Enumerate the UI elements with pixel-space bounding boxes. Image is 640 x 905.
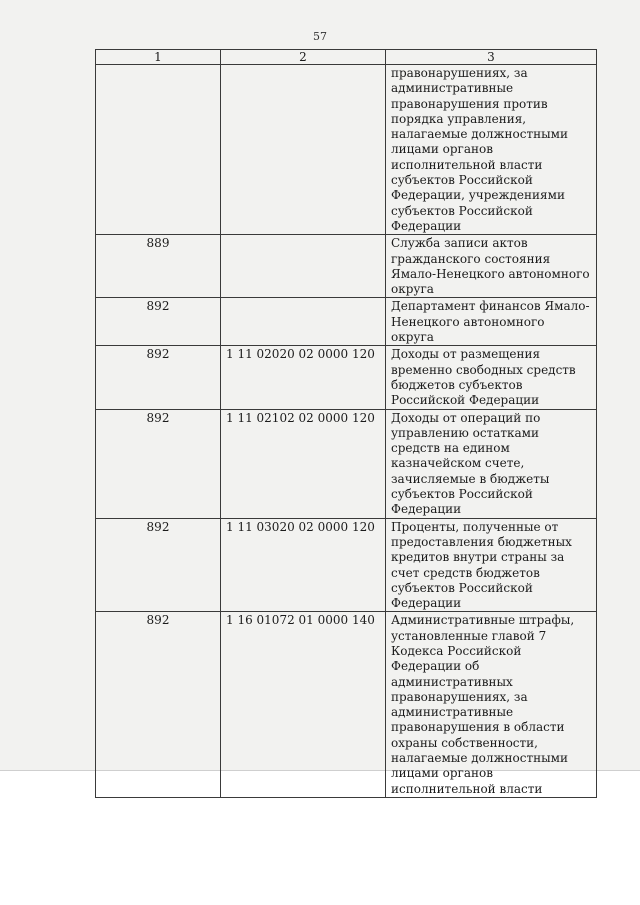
admin-code-cell: 892 — [96, 346, 221, 409]
table-header-row — [96, 50, 597, 65]
income-code-cell: 1 11 02102 02 0000 120 — [221, 409, 386, 518]
name-cell: Доходы от размещения временно свободных средств бюджетов субъектов Российской Федерации — [386, 346, 597, 409]
name-cell: правонарушениях, за административные правонарушения против порядка управления, налагаемые должностными лицами органов исполнительной власти субъектов Российской Федерации, учреждениями субъектов Российской Федерации — [386, 65, 597, 235]
header-col-1: 1 — [96, 50, 221, 65]
header-col-3: 3 — [386, 50, 597, 65]
admin-code-cell — [96, 65, 221, 235]
name-cell: Служба записи актов гражданского состояния Ямало-Ненецкого автономного округа — [386, 235, 597, 298]
table-row — [96, 518, 597, 612]
admin-code-cell: 889 — [96, 235, 221, 298]
income-code-cell — [221, 235, 386, 298]
table-row — [96, 409, 597, 518]
income-code-cell: 1 11 02020 02 0000 120 — [221, 346, 386, 409]
page-number: 57 — [313, 30, 327, 43]
table-row — [96, 612, 597, 798]
name-cell: Проценты, полученные от предоставления бюджетных кредитов внутри страны за счет средств бюджетов субъектов Российской Федерации — [386, 518, 597, 612]
income-code-cell: 1 16 01072 01 0000 140 — [221, 612, 386, 798]
admin-code-cell: 892 — [96, 298, 221, 346]
name-cell: Административные штрафы, установленные главой 7 Кодекса Российской Федерации об административных правонарушениях, за административные правонарушения в области охраны собственности, налагаемые должностными лицами органов исполнительной власти — [386, 612, 597, 798]
admin-code-cell: 892 — [96, 518, 221, 612]
table-row — [96, 235, 597, 298]
budget-classification-table — [95, 49, 597, 798]
admin-code-cell: 892 — [96, 409, 221, 518]
income-code-cell — [221, 298, 386, 346]
income-code-cell: 1 11 03020 02 0000 120 — [221, 518, 386, 612]
name-cell: Доходы от операций по управлению остатками средств на едином казначейском счете, зачисляемые в бюджеты субъектов Российской Федерации — [386, 409, 597, 518]
income-code-cell — [221, 65, 386, 235]
header-col-2: 2 — [221, 50, 386, 65]
table-row — [96, 298, 597, 346]
name-cell: Департамент финансов Ямало-Ненецкого автономного округа — [386, 298, 597, 346]
table-row — [96, 65, 597, 235]
table-row — [96, 346, 597, 409]
admin-code-cell: 892 — [96, 612, 221, 798]
